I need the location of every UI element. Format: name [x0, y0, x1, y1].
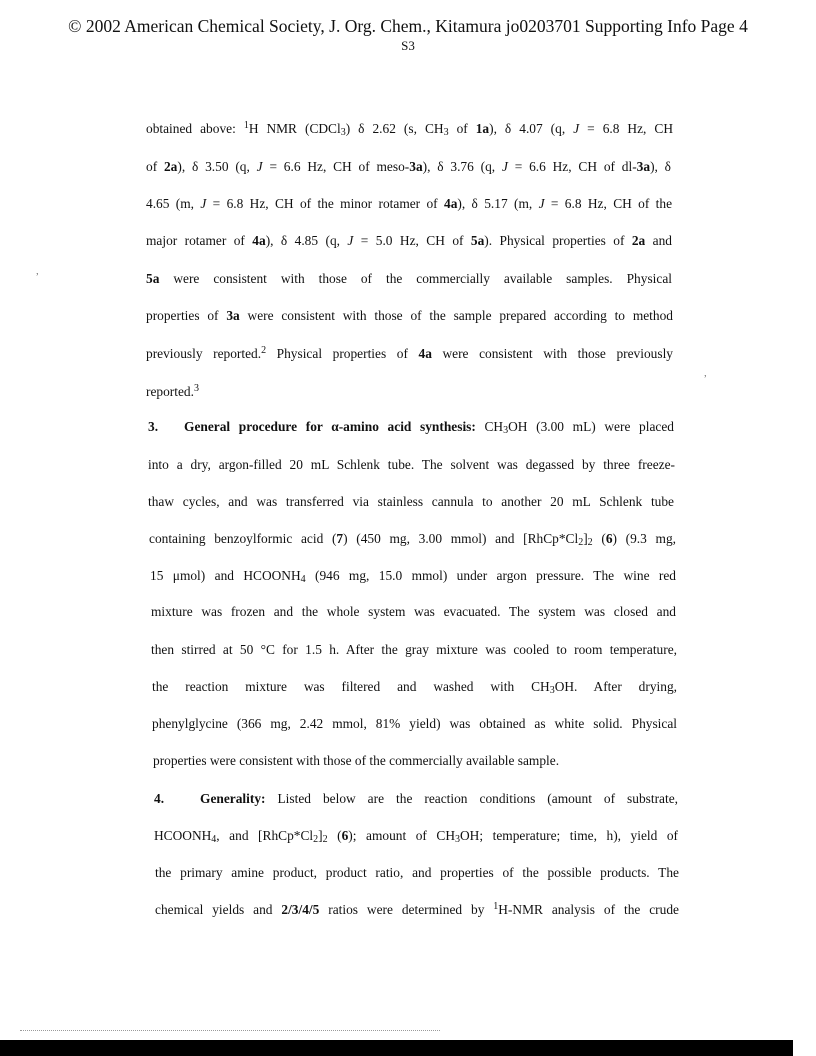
section-4-heading-line: 4. Generality: Listed below are the reaction conditions (amount of substrate,	[154, 791, 679, 806]
nmr-line-2: of 2a), δ 3.50 (q, J = 6.6 Hz, CH of meso-3a), δ 3.76 (q, J = 6.6 Hz, CH of dl-3a), δ	[146, 159, 671, 174]
section-4-line-4: chemical yields and 2/3/4/5 ratios were determined by $^1$H-NMR analysis of the crude	[155, 901, 679, 917]
text-line-5: 5a were consistent with those of the commercially available samples. Physical	[146, 271, 672, 286]
section-3-heading-line: 3. General procedure for α-amino acid synthesis: $CH_3OH$ (3.00 mL) were placed	[148, 419, 675, 436]
section-3-line-2: into a dry, argon-filled 20 mL Schlenk tube. The solvent was degassed by three freeze-	[148, 457, 675, 472]
section-3-line-3: thaw cycles, and was transferred via stainless cannula to another 20 mL Schlenk tube	[148, 494, 674, 509]
text-line-7: previously reported.$^2$ Physical properties of 4a were consistent with those previously	[146, 345, 673, 361]
section-4-line-2: $HCOONH_4$, and $[RhCp*Cl_2]_2$ (6); amount of $CH_3OH$; temperature; time, h), yield of	[154, 828, 678, 845]
section-3-line-10: properties were consistent with those of the commercially available sample.	[153, 753, 560, 768]
section-3-line-6: mixture was frozen and the whole system was evacuated. The system was closed and	[151, 604, 676, 619]
section-3-heading: General procedure for α-amino acid synthesis:	[184, 419, 476, 434]
scan-bottom-bar	[0, 1040, 793, 1056]
section-3-line-8: the reaction mixture was filtered and washed with $CH_3OH$. After drying,	[152, 679, 677, 696]
nmr-line-1: obtained above: $^1$H NMR (CDCl$_3$) δ 2.62 (s, $CH_3$ of 1a), δ 4.07 (q, J = 6.8 Hz, CH	[146, 120, 674, 138]
scan-speck: ,	[36, 265, 39, 277]
section-3-number: 3.	[148, 419, 159, 434]
nmr-line-3: 4.65 (m, J = 6.8 Hz, CH of the minor rotamer of 4a), δ 5.17 (m, J = 6.8 Hz, CH of the	[146, 196, 673, 211]
scan-dotted-rule	[20, 1030, 440, 1031]
text-line-6: properties of 3a were consistent with those of the sample prepared according to method	[146, 308, 673, 323]
section-3-line-7: then stirred at 50 °C for 1.5 h. After the gray mixture was cooled to room temperature,	[151, 642, 677, 657]
copyright-header: © 2002 American Chemical Society, J. Org. Chem., Kitamura jo0203701 Supporting Info Page 4	[68, 16, 748, 36]
section-4-number: 4.	[154, 791, 165, 806]
section-4-heading: Generality:	[200, 791, 266, 806]
page-label: S3	[401, 38, 415, 53]
nmr-line-4: major rotamer of 4a), δ 4.85 (q, J = 5.0 Hz, CH of 5a). Physical properties of 2a and	[146, 233, 673, 248]
text-line-8: reported.$^3$	[146, 383, 199, 399]
section-4-line-3: the primary amine product, product ratio, and properties of the possible products. The	[155, 865, 679, 880]
section-3-line-5: 15 μmol) and $HCOONH_4$ (946 mg, 15.0 mmol) under argon pressure. The wine red	[150, 568, 676, 585]
section-3-line-4: containing benzoylformic acid (7) (450 mg, 3.00 mmol) and $[RhCp*Cl_2]_2$ (6) (9.3 mg,	[149, 531, 676, 548]
scan-speck: ,	[704, 367, 707, 379]
section-3-line-9: phenylglycine (366 mg, 2.42 mmol, 81% yield) was obtained as white solid. Physical	[152, 716, 677, 731]
